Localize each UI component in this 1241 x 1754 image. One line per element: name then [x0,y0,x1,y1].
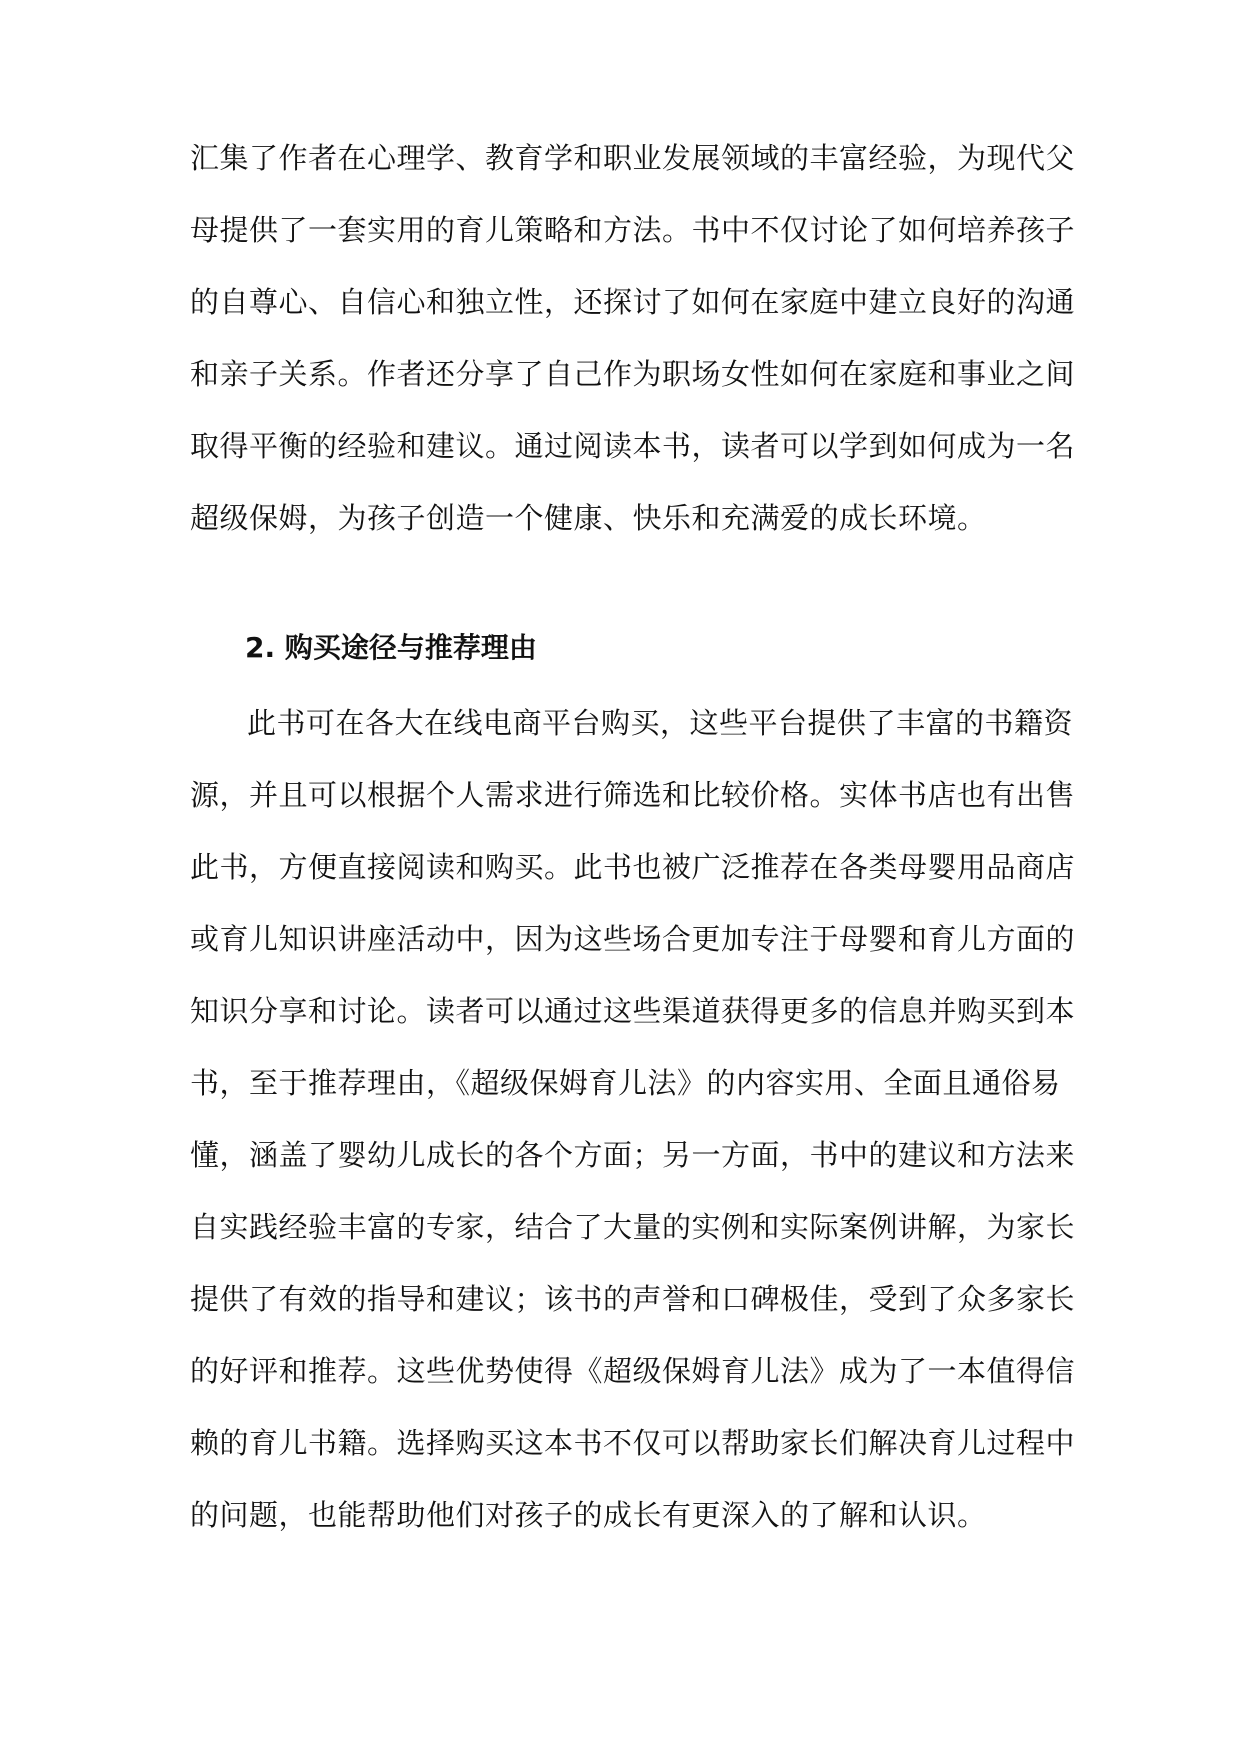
paragraph-1-line-5: 取得平衡的经验和建议。通过阅读本书，读者可以学到如何成为一名 [190,429,1076,463]
section-2-line-6: 书，至于推荐理由，《超级保姆育儿法》的内容实用、全面且通俗易 [190,1066,1061,1100]
paragraph-1-line-6: 超级保姆，为孩子创造一个健康、快乐和充满爱的成长环境。 [190,501,987,535]
section-2-line-5: 知识分享和讨论。读者可以通过这些渠道获得更多的信息并购买到本 [190,994,1076,1028]
section-2-line-4: 或育儿知识讲座活动中，因为这些场合更加专注于母婴和育儿方面的 [190,922,1076,956]
section-2-line-3: 此书，方便直接阅读和购买。此书也被广泛推荐在各类母婴用品商店 [190,850,1076,884]
section-2-line-2: 源，并且可以根据个人需求进行筛选和比较价格。实体书店也有出售 [190,778,1076,812]
section-2-line-7: 懂，涵盖了婴幼儿成长的各个方面；另一方面，书中的建议和方法来 [190,1138,1076,1172]
section-2-line-10: 的好评和推荐。这些优势使得《超级保姆育儿法》成为了一本值得信 [190,1354,1076,1388]
paragraph-1-line-4: 和亲子关系。作者还分享了自己作为职场女性如何在家庭和事业之间 [190,357,1076,391]
section-2-line-1: 此书可在各大在线电商平台购买，这些平台提供了丰富的书籍资 [247,706,1074,740]
paragraph-1-line-1: 汇集了作者在心理学、教育学和职业发展领域的丰富经验，为现代父 [190,141,1076,175]
section-2-line-11: 赖的育儿书籍。选择购买这本书不仅可以帮助家长们解决育儿过程中 [190,1426,1076,1460]
section-2-line-8: 自实践经验丰富的专家，结合了大量的实例和实际案例讲解，为家长 [190,1210,1076,1244]
section-2-line-9: 提供了有效的指导和建议；该书的声誉和口碑极佳，受到了众多家长 [190,1282,1076,1316]
section-2-heading: 2. 购买途径与推荐理由 [245,631,537,664]
paragraph-1-line-3: 的自尊心、自信心和独立性，还探讨了如何在家庭中建立良好的沟通 [190,285,1076,319]
paragraph-1-line-2: 母提供了一套实用的育儿策略和方法。书中不仅讨论了如何培养孩子 [190,213,1076,247]
section-2-line-12: 的问题，也能帮助他们对孩子的成长有更深入的了解和认识。 [190,1498,987,1532]
